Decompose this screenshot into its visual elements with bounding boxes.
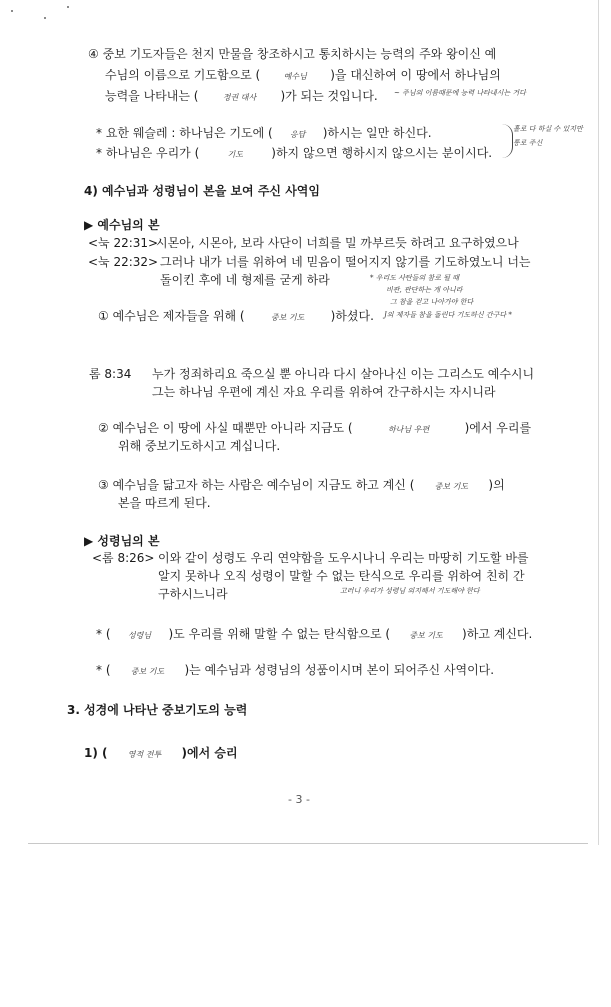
subsection-heading-jesus: ▶ 예수님의 본 bbox=[84, 218, 160, 232]
point-3-line2: 본을 따르게 된다. bbox=[118, 496, 211, 510]
handwritten-answer: 성령님 bbox=[127, 631, 152, 640]
page-right-edge bbox=[598, 0, 599, 845]
verse-text-cont: 그는 하나님 우편에 계신 자요 우리를 위하여 간구하시는 자시니라 bbox=[152, 385, 496, 399]
wesley-quote: * 요한 웨슬레 : 하나님은 기도에 ( 응답 )하시는 일만 하신다. bbox=[96, 126, 432, 140]
handwritten-answer: 중보 기도 bbox=[130, 667, 165, 676]
subsection-heading-spirit: ▶ 성령님의 본 bbox=[84, 534, 160, 548]
item-1: 1) ( 영적 전투 )에서 승리 bbox=[84, 746, 238, 760]
para-4-line1: ④ 중보 기도자들은 천지 만물을 창조하시고 통치하시는 능력의 주와 왕이신 예 bbox=[88, 47, 497, 61]
handwritten-note: 비판, 판단하는 게 아니라 bbox=[386, 286, 463, 294]
section-heading: 4) 예수님과 성령님이 본을 보여 주신 사역임 bbox=[84, 184, 320, 198]
para-4-line2: 수님의 이름으로 기도함으로 ( 예수님 )을 대신하여 이 땅에서 하나님의 bbox=[105, 68, 501, 82]
page-number: - 3 - bbox=[288, 793, 310, 806]
verse-text: 이와 같이 성령도 우리 연약함을 도우시나니 우리는 마땅히 기도할 바를 bbox=[158, 551, 529, 565]
point-1: ① 예수님은 제자들을 위해 ( 중보 기도 )하셨다. bbox=[98, 309, 374, 323]
section-heading: 3. 성경에 나타난 중보기도의 능력 bbox=[67, 703, 248, 717]
verse-text-cont: 돌이킨 후에 네 형제를 굳게 하라 bbox=[160, 273, 330, 287]
point-2-line2: 위해 중보기도하시고 계십니다. bbox=[118, 439, 281, 453]
handwritten-note: ~ 주님의 이름때문에 능력 나타내시는 거다 bbox=[394, 89, 526, 97]
scan-speck bbox=[11, 10, 13, 12]
verse-text: 누가 정죄하리요 죽으실 뿐 아니라 다시 살아나신 이는 그리스도 예수시니 bbox=[152, 367, 535, 381]
handwritten-answer: 예수님 bbox=[283, 72, 307, 81]
handwritten-answer: 하나님 우편 bbox=[388, 425, 430, 434]
verse-ref: <눅 22:31> bbox=[88, 236, 159, 250]
verse-text: 시몬아, 시몬아, 보라 사단이 너희를 밀 까부르듯 하려고 요구하였으나 bbox=[156, 236, 519, 250]
verse-ref: 롬 8:34 bbox=[89, 367, 132, 381]
handwritten-note: * 우리도 사탄들의 참로 될 때 bbox=[370, 274, 460, 282]
side-note-line1: 홀로 다 하실 수 있지만 bbox=[513, 125, 583, 133]
handwritten-note: J의 제자들 참을 돌린다 기도하신 간구다 * bbox=[384, 311, 512, 319]
handwritten-answer: 기도 bbox=[227, 150, 244, 159]
para-4-line3: 능력을 나타내는 ( 정권 대사 )가 되는 것입니다. bbox=[105, 89, 378, 103]
point-3: ③ 예수님을 닮고자 하는 사람은 예수님이 지금도 하고 계신 ( 중보 기도 )의 bbox=[98, 478, 505, 492]
point-2: ② 예수님은 이 땅에 사실 때뿐만 아니라 지금도 ( 하나님 우편 )에서 우리를 bbox=[98, 421, 532, 435]
verse-text-cont: 알지 못하나 오직 성령이 말할 수 없는 탄식으로 우리를 위하여 친히 간 bbox=[158, 569, 525, 583]
scan-speck bbox=[67, 6, 69, 8]
verse-text: 그러나 내가 너를 위하여 네 믿음이 떨어지지 않기를 기도하였노니 너는 bbox=[160, 255, 531, 269]
handwritten-note: 그 참을 걷고 나아가야 한다 bbox=[390, 298, 474, 306]
handwritten-brace bbox=[502, 124, 513, 158]
verse-text-cont: 구하시느니라 bbox=[158, 587, 228, 601]
handwritten-answer: 응답 bbox=[289, 130, 306, 139]
handwritten-answer: 정권 대사 bbox=[222, 93, 257, 102]
verse-ref: <롬 8:26> bbox=[92, 551, 155, 565]
god-statement: * 하나님은 우리가 ( 기도 )하지 않으면 행하시지 않으시는 분이시다. bbox=[96, 146, 493, 160]
handwritten-answer: 중보 기도 bbox=[270, 313, 305, 322]
page-bottom-edge bbox=[28, 843, 588, 844]
handwritten-answer: 중보 기도 bbox=[434, 482, 469, 491]
side-note-line2: 통로 주신 bbox=[513, 139, 543, 147]
scan-speck bbox=[44, 17, 46, 19]
spirit-statement-2: * ( 중보 기도 )는 예수님과 성령님의 성품이시며 본이 되어주신 사역이다. bbox=[96, 663, 495, 677]
verse-ref: <눅 22:32> bbox=[88, 255, 159, 269]
handwritten-note: 고러니 우리가 성령님 의지해서 기도해야 한다 bbox=[340, 587, 480, 595]
handwritten-answer: 중보 기도 bbox=[409, 631, 443, 640]
handwritten-answer: 영적 전투 bbox=[127, 750, 162, 759]
spirit-statement-1: * ( 성령님 )도 우리를 위해 말할 수 없는 탄식함으로 ( 중보 기도 )하고 계신다. bbox=[96, 627, 533, 641]
